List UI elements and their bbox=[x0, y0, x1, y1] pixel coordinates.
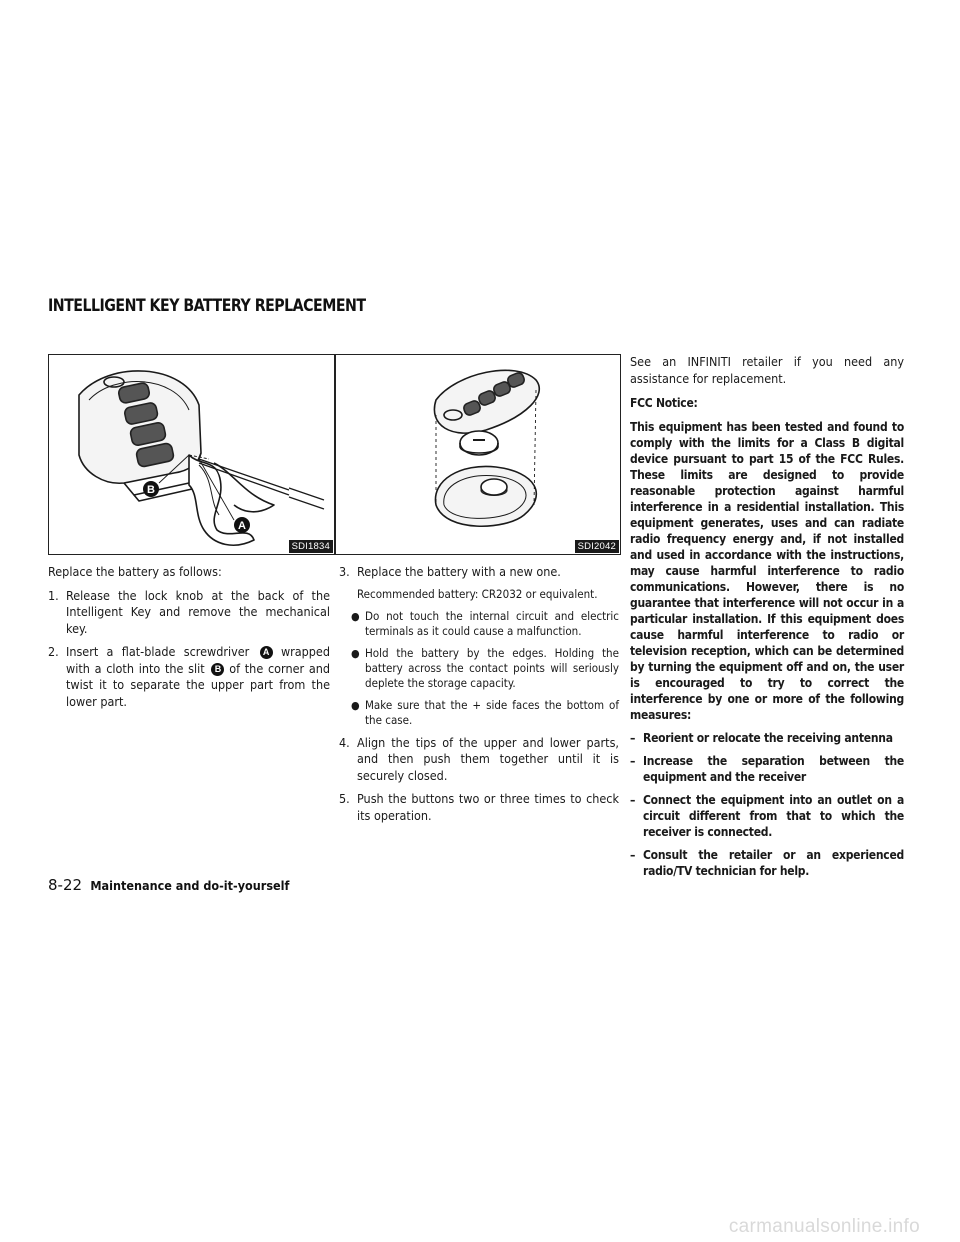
chapter-title: Maintenance and do-it-yourself bbox=[90, 878, 290, 893]
battery-exploded-illustration bbox=[336, 355, 620, 554]
step-2 bbox=[48, 644, 330, 710]
measure-text: Increase the separation between the equipment and the receiver bbox=[643, 754, 904, 784]
bullet-text: Do not touch the internal circuit and electric terminals as it could cause a malfunction. bbox=[365, 608, 619, 638]
measure-text: Reorient or relocate the receiving antenna bbox=[643, 731, 893, 745]
section-title: INTELLIGENT KEY BATTERY REPLACEMENT bbox=[48, 296, 366, 315]
measure-item bbox=[630, 847, 904, 879]
column-1 bbox=[48, 564, 330, 710]
callout-a-label: A bbox=[238, 520, 246, 532]
measure-text: Consult the retailer or an experienced radio/TV technician for help. bbox=[643, 848, 904, 878]
step-number: 1. bbox=[48, 587, 59, 603]
step-text: Align the tips of the upper and lower parts, and then push them together until it is securely closed. bbox=[357, 734, 619, 783]
dash-icon: – bbox=[630, 754, 636, 768]
bullet-item bbox=[351, 609, 619, 639]
step-number: 5. bbox=[339, 791, 350, 806]
figure-key-opening bbox=[48, 354, 335, 555]
step-3 bbox=[339, 564, 619, 581]
step-5 bbox=[339, 791, 619, 824]
bullet-icon: ● bbox=[351, 609, 360, 623]
figure-battery-exploded bbox=[335, 354, 621, 555]
page-footer bbox=[48, 876, 289, 894]
dash-icon: – bbox=[630, 848, 636, 862]
step-number: 2. bbox=[48, 644, 59, 659]
key-fob-screwdriver-illustration bbox=[49, 355, 334, 554]
figure-label: SDI2042 bbox=[575, 540, 619, 553]
callout-a-marker: A bbox=[260, 646, 273, 659]
retailer-text: See an INFINITI retailer if you need any assistance for replacement. bbox=[630, 354, 904, 386]
column-3 bbox=[630, 354, 904, 879]
intro-text: Replace the battery as follows: bbox=[48, 564, 222, 579]
step-2-text-c: of the corner and twist it to separate the upper part from the lower part. bbox=[66, 660, 331, 709]
step-1 bbox=[48, 588, 330, 638]
measure-item bbox=[630, 792, 904, 840]
column-2 bbox=[339, 564, 619, 824]
bullet-icon: ● bbox=[351, 698, 360, 712]
step-2-text-b: wrapped with a cloth into the slit bbox=[66, 644, 330, 676]
bullet-item bbox=[351, 646, 619, 691]
step-number: 4. bbox=[339, 734, 350, 750]
step-2-text-a: Insert a flat-blade screwdriver bbox=[66, 644, 250, 659]
watermark: carmanualsonline.info bbox=[728, 1216, 920, 1237]
page-number: 8-22 bbox=[48, 876, 83, 894]
step-4 bbox=[339, 735, 619, 785]
step-text: Push the buttons two or three times to check its operation. bbox=[357, 791, 619, 823]
battery-note: Recommended battery: CR2032 or equivalent. bbox=[357, 586, 598, 601]
fcc-heading: FCC Notice: bbox=[630, 396, 698, 410]
dash-icon: – bbox=[630, 731, 636, 745]
step-number: 3. bbox=[339, 564, 350, 579]
step-text bbox=[66, 644, 330, 710]
callout-b-marker: B bbox=[211, 663, 224, 676]
step-text: Release the lock knob at the back of the Intelligent Key and remove the mechanical key. bbox=[66, 587, 330, 636]
fcc-body: This equipment has been tested and found to comply with the limits for a Class B digital device pursuant to part 15 of the FCC Rules. These limits are designed to provide reasonable protection against harmful interference in a residential installation. This equipment generates, uses and can radiate radio frequency energy and, if not installed and used in accordance with the instructions, may cause harmful interference to radio communications. However, there is no guarantee that interference will not occur in a particular installation. If this equipment does cause harmful interference to radio or television reception, which can be determined by turning the equipment off and on, the user is encouraged to try to correct the interference by one or more of the following measures: bbox=[630, 420, 904, 722]
dash-icon: – bbox=[630, 793, 636, 807]
bullet-item bbox=[351, 698, 619, 728]
step-text: Replace the battery with a new one. bbox=[357, 564, 561, 579]
figure-label: SDI1834 bbox=[289, 540, 333, 553]
measure-item bbox=[630, 753, 904, 785]
measure-text: Connect the equipment into an outlet on a circuit different from that to which the receiver is connected. bbox=[643, 793, 904, 839]
bullet-icon: ● bbox=[351, 646, 360, 660]
bullet-text: Make sure that the + side faces the bottom of the case. bbox=[365, 697, 619, 727]
measure-item bbox=[630, 730, 904, 746]
callout-b-label: B bbox=[147, 484, 155, 496]
bullet-text: Hold the battery by the edges. Holding the battery across the contact points will seriously deplete the storage capacity. bbox=[365, 645, 619, 690]
